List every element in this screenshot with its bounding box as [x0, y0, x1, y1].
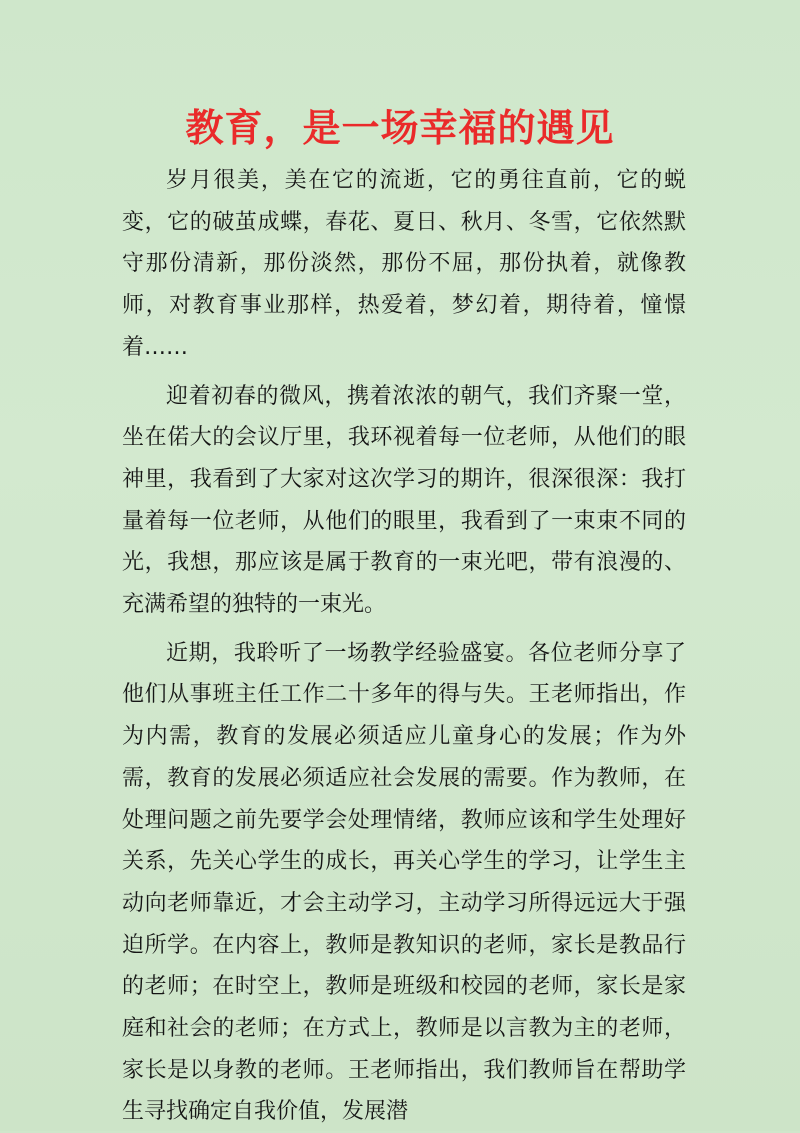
paragraph-2: 迎着初春的微风，携着浓浓的朝气，我们齐聚一堂，坐在偌大的会议厅里，我环视着每一位老师，从他们的眼神里，我看到了大家对这次学习的期许，很深很深：我打量着每一位老师，从他们的眼里，我看到了一束束不同的光，我想，那应该是属于教育的一束光吧，带有浪漫的、充满希望的独特的一束光。 — [122, 383, 686, 618]
paragraph-1: 岁月很美，美在它的流逝，它的勇往直前，它的蜕变，它的破茧成蝶，春花、夏日、秋月、冬雪，它依然默守那份清新，那份淡然，那份不屈，那份执着，就像教师，对教育事业那样，热爱着，梦幻着，期待着，憧憬着…… — [122, 168, 686, 360]
document-title: 教育，是一场幸福的遇见 — [185, 106, 615, 150]
paragraph-3: 近期，我聆听了一场教学经验盛宴。各位老师分享了他们从事班主任工作二十多年的得与失。王老师指出，作为内需，教育的发展必须适应儿童身心的发展；作为外需，教育的发展必须适应社会发展的需要。作为教师，在处理问题之前先要学会处理情绪，教师应该和学生处理好关系，先关心学生的成长，再关心学生的学习，让学生主动向老师靠近，才会主动学习，主动学习所得远远大于强迫所学。在内容上，教师是教知识的老师，家长是教品行的老师；在时空上，教师是班级和校园的老师，家长是家庭和社会的老师；在方式上，教师是以言教为主的老师，家长是以身教的老师。王老师指出，我们教师旨在帮助学生寻找确定自我价值，发展潜 — [122, 640, 686, 1125]
article-body — [122, 160, 686, 1133]
